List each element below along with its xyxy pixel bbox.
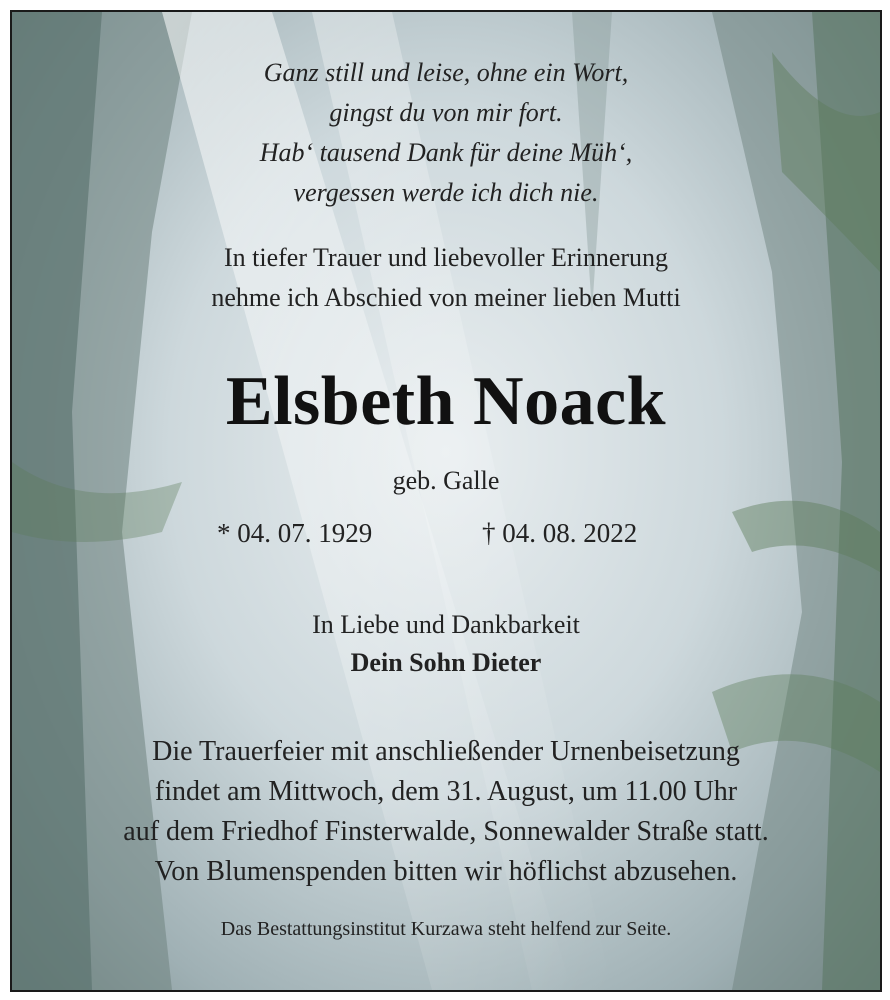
ceremony-line-3: auf dem Friedhof Finsterwalde, Sonnewalder Straße statt. [123, 816, 769, 847]
poem-line-1: Ganz still und leise, ohne ein Wort, [263, 58, 629, 87]
maiden-name: geb. Galle [392, 466, 500, 495]
poem-line-3: Hab‘ tausend Dank für deine Müh‘, [259, 138, 633, 167]
intro-line-1: In tiefer Trauer und liebevoller Erinnerung [223, 243, 669, 272]
death-date: † 04. 08. 2022 [482, 518, 638, 548]
signature: Dein Sohn Dieter [350, 648, 542, 677]
poem-line-2: gingst du von mir fort. [329, 98, 563, 127]
life-dates [12, 518, 880, 554]
ceremony-line-2: findet am Mittwoch, dem 31. August, um 11.00 Uhr [154, 776, 738, 807]
intro-line-2: nehme ich Abschied von meiner lieben Mutti [211, 283, 681, 312]
closing-text: In Liebe und Dankbarkeit [312, 610, 580, 639]
ceremony-line-1: Die Trauerfeier mit anschließender Urnenbeisetzung [152, 736, 740, 767]
poem-line-4: vergessen werde ich dich nie. [293, 178, 599, 207]
obituary-card [10, 10, 882, 992]
funeral-home-note: Das Bestattungsinstitut Kurzawa steht helfend zur Seite. [220, 918, 672, 940]
birth-date: * 04. 07. 1929 [217, 518, 373, 548]
deceased-name: Elsbeth Noack [225, 363, 667, 440]
ceremony-line-4: Von Blumenspenden bitten wir höflichst abzusehen. [154, 856, 738, 887]
